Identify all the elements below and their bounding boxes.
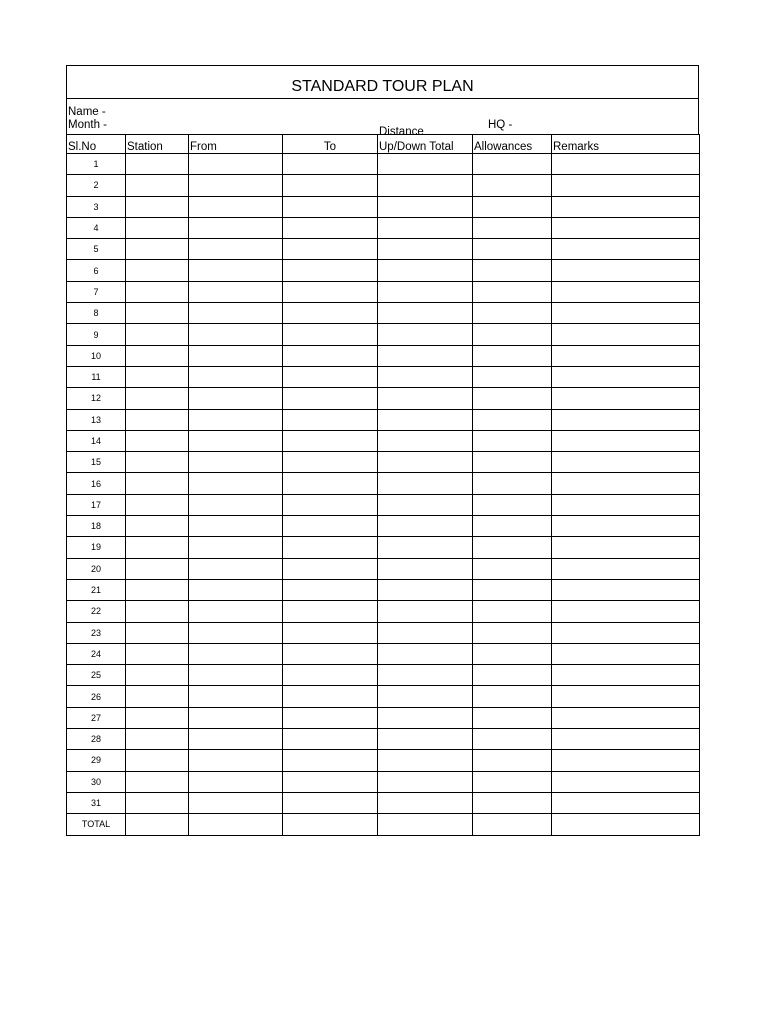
to-cell[interactable]: [283, 430, 378, 451]
sl-no-cell: 4: [67, 217, 126, 238]
table-row: [67, 643, 700, 664]
allowances-cell[interactable]: [473, 771, 552, 792]
name-label: Name -: [68, 106, 106, 118]
to-cell[interactable]: [283, 792, 378, 813]
to-cell[interactable]: [283, 643, 378, 664]
remarks-cell[interactable]: [552, 643, 700, 664]
distance-cell[interactable]: [378, 537, 473, 558]
to-cell[interactable]: [283, 558, 378, 579]
from-cell[interactable]: [189, 239, 283, 260]
sl-no-cell: 16: [67, 473, 126, 494]
to-cell[interactable]: [283, 217, 378, 238]
from-cell[interactable]: [189, 750, 283, 771]
table-row: [67, 792, 700, 813]
table-row: [67, 409, 700, 430]
from-cell[interactable]: [189, 430, 283, 451]
table-row: [67, 239, 700, 260]
distance-cell[interactable]: [378, 792, 473, 813]
distance-cell[interactable]: [378, 707, 473, 728]
allowances-cell[interactable]: [473, 750, 552, 771]
table-row: [67, 665, 700, 686]
distance-cell[interactable]: [378, 750, 473, 771]
allowances-cell[interactable]: [473, 601, 552, 622]
from-cell[interactable]: [189, 303, 283, 324]
from-cell[interactable]: [189, 281, 283, 302]
table-row: [67, 260, 700, 281]
to-cell[interactable]: [283, 366, 378, 387]
station-cell[interactable]: [126, 707, 189, 728]
distance-cell[interactable]: [378, 473, 473, 494]
to-cell[interactable]: [283, 260, 378, 281]
distance-cell[interactable]: [378, 516, 473, 537]
table-row: [67, 579, 700, 600]
station-cell[interactable]: [126, 771, 189, 792]
from-cell[interactable]: [189, 388, 283, 409]
sl-no-cell: 13: [67, 409, 126, 430]
remarks-cell[interactable]: [552, 175, 700, 196]
from-cell[interactable]: [189, 345, 283, 366]
from-cell[interactable]: [189, 154, 283, 175]
to-cell[interactable]: [283, 345, 378, 366]
distance-cell[interactable]: [378, 239, 473, 260]
from-cell[interactable]: [189, 217, 283, 238]
distance-cell[interactable]: [378, 729, 473, 750]
table-row: [67, 729, 700, 750]
remarks-cell[interactable]: [552, 601, 700, 622]
sl-no-cell: 24: [67, 643, 126, 664]
table-row: [67, 196, 700, 217]
sl-no-cell: 3: [67, 196, 126, 217]
sl-no-cell: 21: [67, 579, 126, 600]
sl-no-cell: 10: [67, 345, 126, 366]
distance-cell[interactable]: [378, 154, 473, 175]
distance-cell[interactable]: [378, 643, 473, 664]
to-cell[interactable]: [283, 665, 378, 686]
allowances-cell[interactable]: [473, 366, 552, 387]
remarks-cell[interactable]: [552, 409, 700, 430]
from-cell[interactable]: [189, 792, 283, 813]
distance-cell[interactable]: [378, 281, 473, 302]
distance-cell[interactable]: [378, 260, 473, 281]
from-cell[interactable]: [189, 473, 283, 494]
remarks-cell[interactable]: [552, 516, 700, 537]
header-distance: Distance Up/Down Total: [378, 135, 473, 154]
allowances-cell[interactable]: [473, 196, 552, 217]
to-cell[interactable]: [283, 175, 378, 196]
table-row: [67, 452, 700, 473]
sl-no-cell: 8: [67, 303, 126, 324]
allowances-cell[interactable]: [473, 345, 552, 366]
sl-no-cell: 20: [67, 558, 126, 579]
station-cell[interactable]: [126, 558, 189, 579]
from-cell[interactable]: [189, 324, 283, 345]
allowances-cell[interactable]: [473, 729, 552, 750]
station-cell[interactable]: [126, 814, 189, 835]
from-cell[interactable]: [189, 516, 283, 537]
station-cell[interactable]: [126, 217, 189, 238]
sl-no-cell: 17: [67, 494, 126, 515]
remarks-cell[interactable]: [552, 430, 700, 451]
header-from: From: [189, 135, 283, 154]
allowances-cell[interactable]: [473, 217, 552, 238]
remarks-cell[interactable]: [552, 665, 700, 686]
table-row: [67, 707, 700, 728]
distance-cell[interactable]: [378, 771, 473, 792]
sl-no-cell: 22: [67, 601, 126, 622]
distance-cell[interactable]: [378, 217, 473, 238]
allowances-cell[interactable]: [473, 643, 552, 664]
to-cell[interactable]: [283, 388, 378, 409]
distance-cell[interactable]: [378, 175, 473, 196]
sl-no-cell: 23: [67, 622, 126, 643]
table-row: [67, 473, 700, 494]
station-cell[interactable]: [126, 473, 189, 494]
to-cell[interactable]: [283, 537, 378, 558]
station-cell[interactable]: [126, 430, 189, 451]
sl-no-cell: TOTAL: [67, 814, 126, 835]
to-cell[interactable]: [283, 686, 378, 707]
from-cell[interactable]: [189, 196, 283, 217]
header-distance-overflow: Distance: [379, 126, 424, 138]
to-cell[interactable]: [283, 516, 378, 537]
remarks-cell[interactable]: [552, 388, 700, 409]
allowances-cell[interactable]: [473, 154, 552, 175]
station-cell[interactable]: [126, 665, 189, 686]
from-cell[interactable]: [189, 452, 283, 473]
sl-no-cell: 6: [67, 260, 126, 281]
remarks-cell[interactable]: [552, 239, 700, 260]
table-row: [67, 494, 700, 515]
to-cell[interactable]: [283, 324, 378, 345]
allowances-cell[interactable]: [473, 665, 552, 686]
from-cell[interactable]: [189, 494, 283, 515]
from-cell[interactable]: [189, 409, 283, 430]
hq-label: HQ -: [488, 119, 513, 131]
table-row: [67, 366, 700, 387]
table-row: [67, 622, 700, 643]
distance-cell[interactable]: [378, 686, 473, 707]
station-cell[interactable]: [126, 303, 189, 324]
allowances-cell[interactable]: [473, 452, 552, 473]
station-cell[interactable]: [126, 686, 189, 707]
allowances-cell[interactable]: [473, 814, 552, 835]
remarks-cell[interactable]: [552, 686, 700, 707]
from-cell[interactable]: [189, 643, 283, 664]
distance-cell[interactable]: [378, 601, 473, 622]
remarks-cell[interactable]: [552, 814, 700, 835]
table-row: [67, 388, 700, 409]
to-cell[interactable]: [283, 601, 378, 622]
distance-cell[interactable]: [378, 303, 473, 324]
remarks-cell[interactable]: [552, 579, 700, 600]
distance-cell[interactable]: [378, 579, 473, 600]
remarks-cell[interactable]: [552, 622, 700, 643]
to-cell[interactable]: [283, 154, 378, 175]
allowances-cell[interactable]: [473, 792, 552, 813]
remarks-cell[interactable]: [552, 729, 700, 750]
station-cell[interactable]: [126, 324, 189, 345]
from-cell[interactable]: [189, 366, 283, 387]
table-row: [67, 686, 700, 707]
table-row: [67, 175, 700, 196]
from-cell[interactable]: [189, 814, 283, 835]
remarks-cell[interactable]: [552, 771, 700, 792]
table-row: [67, 558, 700, 579]
station-cell[interactable]: [126, 750, 189, 771]
from-cell[interactable]: [189, 686, 283, 707]
to-cell[interactable]: [283, 771, 378, 792]
station-cell[interactable]: [126, 239, 189, 260]
table-row: [67, 303, 700, 324]
station-cell[interactable]: [126, 366, 189, 387]
remarks-cell[interactable]: [552, 792, 700, 813]
distance-cell[interactable]: [378, 622, 473, 643]
distance-cell[interactable]: [378, 366, 473, 387]
from-cell[interactable]: [189, 260, 283, 281]
to-cell[interactable]: [283, 473, 378, 494]
remarks-cell[interactable]: [552, 558, 700, 579]
remarks-cell[interactable]: [552, 345, 700, 366]
header-row: [67, 135, 700, 154]
to-cell[interactable]: [283, 494, 378, 515]
station-cell[interactable]: [126, 281, 189, 302]
allowances-cell[interactable]: [473, 558, 552, 579]
station-cell[interactable]: [126, 260, 189, 281]
remarks-cell[interactable]: [552, 281, 700, 302]
to-cell[interactable]: [283, 707, 378, 728]
allowances-cell[interactable]: [473, 473, 552, 494]
to-cell[interactable]: [283, 409, 378, 430]
to-cell[interactable]: [283, 239, 378, 260]
header-allowances: Allowances: [473, 135, 552, 154]
table-row: [67, 281, 700, 302]
table-row: [67, 516, 700, 537]
from-cell[interactable]: [189, 579, 283, 600]
distance-cell[interactable]: [378, 665, 473, 686]
sl-no-cell: 11: [67, 366, 126, 387]
header-sl-no: Sl.No: [67, 135, 126, 154]
remarks-cell[interactable]: [552, 260, 700, 281]
table-row: [67, 324, 700, 345]
distance-cell[interactable]: [378, 324, 473, 345]
from-cell[interactable]: [189, 622, 283, 643]
sl-no-cell: 2: [67, 175, 126, 196]
allowances-cell[interactable]: [473, 388, 552, 409]
to-cell[interactable]: [283, 622, 378, 643]
remarks-cell[interactable]: [552, 303, 700, 324]
sl-no-cell: 12: [67, 388, 126, 409]
from-cell[interactable]: [189, 175, 283, 196]
remarks-cell[interactable]: [552, 537, 700, 558]
sl-no-cell: 19: [67, 537, 126, 558]
distance-cell[interactable]: [378, 409, 473, 430]
table-row: [67, 750, 700, 771]
from-cell[interactable]: [189, 558, 283, 579]
sl-no-cell: 15: [67, 452, 126, 473]
allowances-cell[interactable]: [473, 494, 552, 515]
table-row: [67, 430, 700, 451]
remarks-cell[interactable]: [552, 154, 700, 175]
to-cell[interactable]: [283, 281, 378, 302]
station-cell[interactable]: [126, 516, 189, 537]
station-cell[interactable]: [126, 154, 189, 175]
sl-no-cell: 25: [67, 665, 126, 686]
allowances-cell[interactable]: [473, 281, 552, 302]
from-cell[interactable]: [189, 729, 283, 750]
tour-table: [66, 126, 700, 836]
month-label: Month -: [68, 119, 107, 131]
sl-no-cell: 5: [67, 239, 126, 260]
remarks-cell[interactable]: [552, 750, 700, 771]
station-cell[interactable]: [126, 643, 189, 664]
header-station: Station: [126, 135, 189, 154]
allowances-cell[interactable]: [473, 409, 552, 430]
sl-no-cell: 31: [67, 792, 126, 813]
remarks-cell[interactable]: [552, 217, 700, 238]
allowances-cell[interactable]: [473, 239, 552, 260]
to-cell[interactable]: [283, 814, 378, 835]
to-cell[interactable]: [283, 750, 378, 771]
from-cell[interactable]: [189, 771, 283, 792]
remarks-cell[interactable]: [552, 324, 700, 345]
remarks-cell[interactable]: [552, 196, 700, 217]
header-remarks: Remarks: [552, 135, 700, 154]
sl-no-cell: 9: [67, 324, 126, 345]
from-cell[interactable]: [189, 537, 283, 558]
allowances-cell[interactable]: [473, 175, 552, 196]
allowances-cell[interactable]: [473, 516, 552, 537]
sl-no-cell: 28: [67, 729, 126, 750]
from-cell[interactable]: [189, 601, 283, 622]
tour-plan-sheet: [66, 65, 699, 836]
distance-cell[interactable]: [378, 388, 473, 409]
station-cell[interactable]: [126, 729, 189, 750]
distance-cell[interactable]: [378, 814, 473, 835]
station-cell[interactable]: [126, 388, 189, 409]
remarks-cell[interactable]: [552, 366, 700, 387]
remarks-cell[interactable]: [552, 473, 700, 494]
to-cell[interactable]: [283, 579, 378, 600]
station-cell[interactable]: [126, 537, 189, 558]
allowances-cell[interactable]: [473, 537, 552, 558]
to-cell[interactable]: [283, 729, 378, 750]
distance-cell[interactable]: [378, 452, 473, 473]
remarks-cell[interactable]: [552, 494, 700, 515]
station-cell[interactable]: [126, 601, 189, 622]
to-cell[interactable]: [283, 303, 378, 324]
table-row: [67, 217, 700, 238]
table-row: [67, 814, 700, 835]
station-cell[interactable]: [126, 579, 189, 600]
sl-no-cell: 14: [67, 430, 126, 451]
station-cell[interactable]: [126, 792, 189, 813]
sl-no-cell: 7: [67, 281, 126, 302]
to-cell[interactable]: [283, 196, 378, 217]
sl-no-cell: 27: [67, 707, 126, 728]
sl-no-cell: 30: [67, 771, 126, 792]
station-cell[interactable]: [126, 452, 189, 473]
allowances-cell[interactable]: [473, 303, 552, 324]
table-row: [67, 537, 700, 558]
distance-cell[interactable]: [378, 430, 473, 451]
station-cell[interactable]: [126, 622, 189, 643]
sl-no-cell: 29: [67, 750, 126, 771]
distance-cell[interactable]: [378, 196, 473, 217]
station-cell[interactable]: [126, 409, 189, 430]
header-to: To: [283, 135, 378, 154]
station-cell[interactable]: [126, 494, 189, 515]
table-row: [67, 771, 700, 792]
to-cell[interactable]: [283, 452, 378, 473]
allowances-cell[interactable]: [473, 260, 552, 281]
station-cell[interactable]: [126, 345, 189, 366]
sl-no-cell: 18: [67, 516, 126, 537]
allowances-cell[interactable]: [473, 324, 552, 345]
station-cell[interactable]: [126, 196, 189, 217]
remarks-cell[interactable]: [552, 707, 700, 728]
sl-no-cell: 1: [67, 154, 126, 175]
table-row: [67, 345, 700, 366]
sl-no-cell: 26: [67, 686, 126, 707]
station-cell[interactable]: [126, 175, 189, 196]
allowances-cell[interactable]: [473, 707, 552, 728]
from-cell[interactable]: [189, 665, 283, 686]
allowances-cell[interactable]: [473, 686, 552, 707]
distance-cell[interactable]: [378, 558, 473, 579]
table-row: [67, 601, 700, 622]
allowances-cell[interactable]: [473, 579, 552, 600]
distance-cell[interactable]: [378, 494, 473, 515]
sheet-title: STANDARD TOUR PLAN: [66, 65, 699, 99]
distance-cell[interactable]: [378, 345, 473, 366]
allowances-cell[interactable]: [473, 430, 552, 451]
table-row: [67, 154, 700, 175]
remarks-cell[interactable]: [552, 452, 700, 473]
allowances-cell[interactable]: [473, 622, 552, 643]
from-cell[interactable]: [189, 707, 283, 728]
